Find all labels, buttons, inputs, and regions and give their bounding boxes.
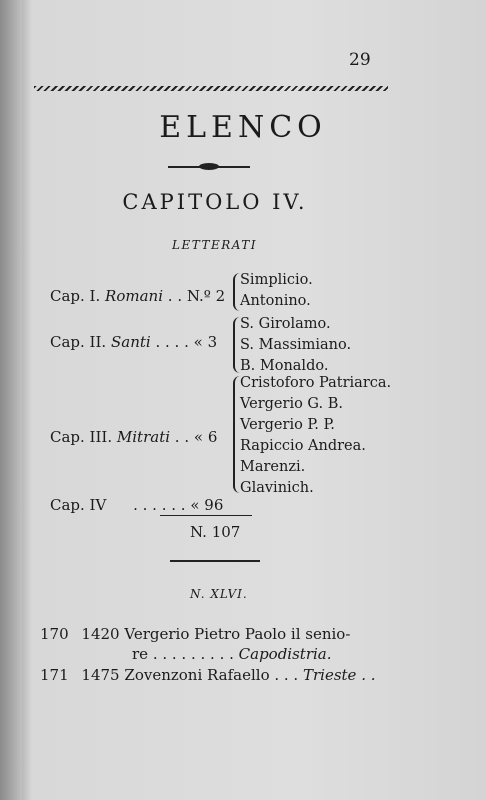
name-item: Simplicio. bbox=[240, 272, 313, 288]
count: 3 bbox=[207, 333, 218, 351]
category-label: Santi bbox=[110, 333, 151, 351]
group-row-2 bbox=[50, 333, 217, 351]
entry-name: Vergerio Pietro Paolo il senio- bbox=[124, 625, 351, 643]
top-ornamental-rule bbox=[34, 86, 388, 91]
cap-label: Cap. I. bbox=[50, 287, 101, 305]
name-item: Rapiccio Andrea. bbox=[240, 438, 366, 454]
entry-place: Trieste . . bbox=[302, 666, 376, 684]
entry-name: Zovenzoni Rafaello . . . bbox=[124, 666, 299, 684]
subheading: N. XLVI. bbox=[190, 587, 248, 601]
total-count: N. 107 bbox=[190, 523, 241, 541]
sum-rule bbox=[160, 515, 252, 516]
name-item: Marenzi. bbox=[240, 459, 306, 475]
name-item: Cristoforo Patriarca. bbox=[240, 375, 392, 391]
group-row-1 bbox=[50, 287, 225, 305]
page-number: 29 bbox=[349, 50, 371, 70]
cap-label: Cap. II. bbox=[50, 333, 107, 351]
brace-1 bbox=[233, 273, 240, 311]
entry-name-cont: re . . . . . . . . . bbox=[132, 645, 234, 663]
ornament-center bbox=[199, 163, 219, 170]
entry-170-cont bbox=[132, 645, 332, 663]
heading-ornament bbox=[168, 165, 250, 169]
entry-year: 1475 bbox=[81, 666, 120, 684]
entry-171 bbox=[40, 666, 376, 684]
leader: . . N.º bbox=[167, 287, 211, 305]
names-group-3 bbox=[240, 373, 391, 499]
leader: . . . . « bbox=[155, 333, 203, 351]
category-label: Mitrati bbox=[116, 428, 171, 446]
entry-place: Capodistria. bbox=[238, 645, 332, 663]
entry-number: 171 bbox=[40, 666, 69, 684]
leader: . . « bbox=[174, 428, 204, 446]
count: 6 bbox=[207, 428, 218, 446]
cap-label: Cap. IV bbox=[50, 496, 107, 514]
brace-2 bbox=[233, 317, 240, 373]
names-group-2 bbox=[240, 314, 351, 377]
chapter-title: CAPITOLO IV. bbox=[122, 190, 308, 214]
names-group-1 bbox=[240, 270, 313, 312]
cap-label: Cap. III. bbox=[50, 428, 113, 446]
entry-year: 1420 bbox=[81, 625, 120, 643]
name-item: Vergerio P. P. bbox=[240, 417, 335, 433]
group-row-3 bbox=[50, 428, 217, 446]
entry-number: 170 bbox=[40, 625, 69, 643]
name-item: B. Monaldo. bbox=[240, 358, 329, 374]
category-label: Romani bbox=[105, 287, 163, 305]
section-divider bbox=[170, 560, 260, 562]
section-title: LETTERATI bbox=[172, 238, 258, 252]
brace-3 bbox=[233, 376, 240, 493]
name-item: Glavinich. bbox=[240, 480, 314, 496]
name-item: S. Girolamo. bbox=[240, 316, 331, 332]
name-item: Antonino. bbox=[240, 293, 311, 309]
name-item: Vergerio G. B. bbox=[240, 396, 343, 412]
entry-170 bbox=[40, 625, 350, 643]
page-heading: ELENCO bbox=[159, 110, 327, 145]
count: 2 bbox=[215, 287, 226, 305]
group-row-4 bbox=[50, 496, 223, 514]
name-item: S. Massimiano. bbox=[240, 337, 352, 353]
leader: . . . . . . « 96 bbox=[133, 496, 224, 514]
